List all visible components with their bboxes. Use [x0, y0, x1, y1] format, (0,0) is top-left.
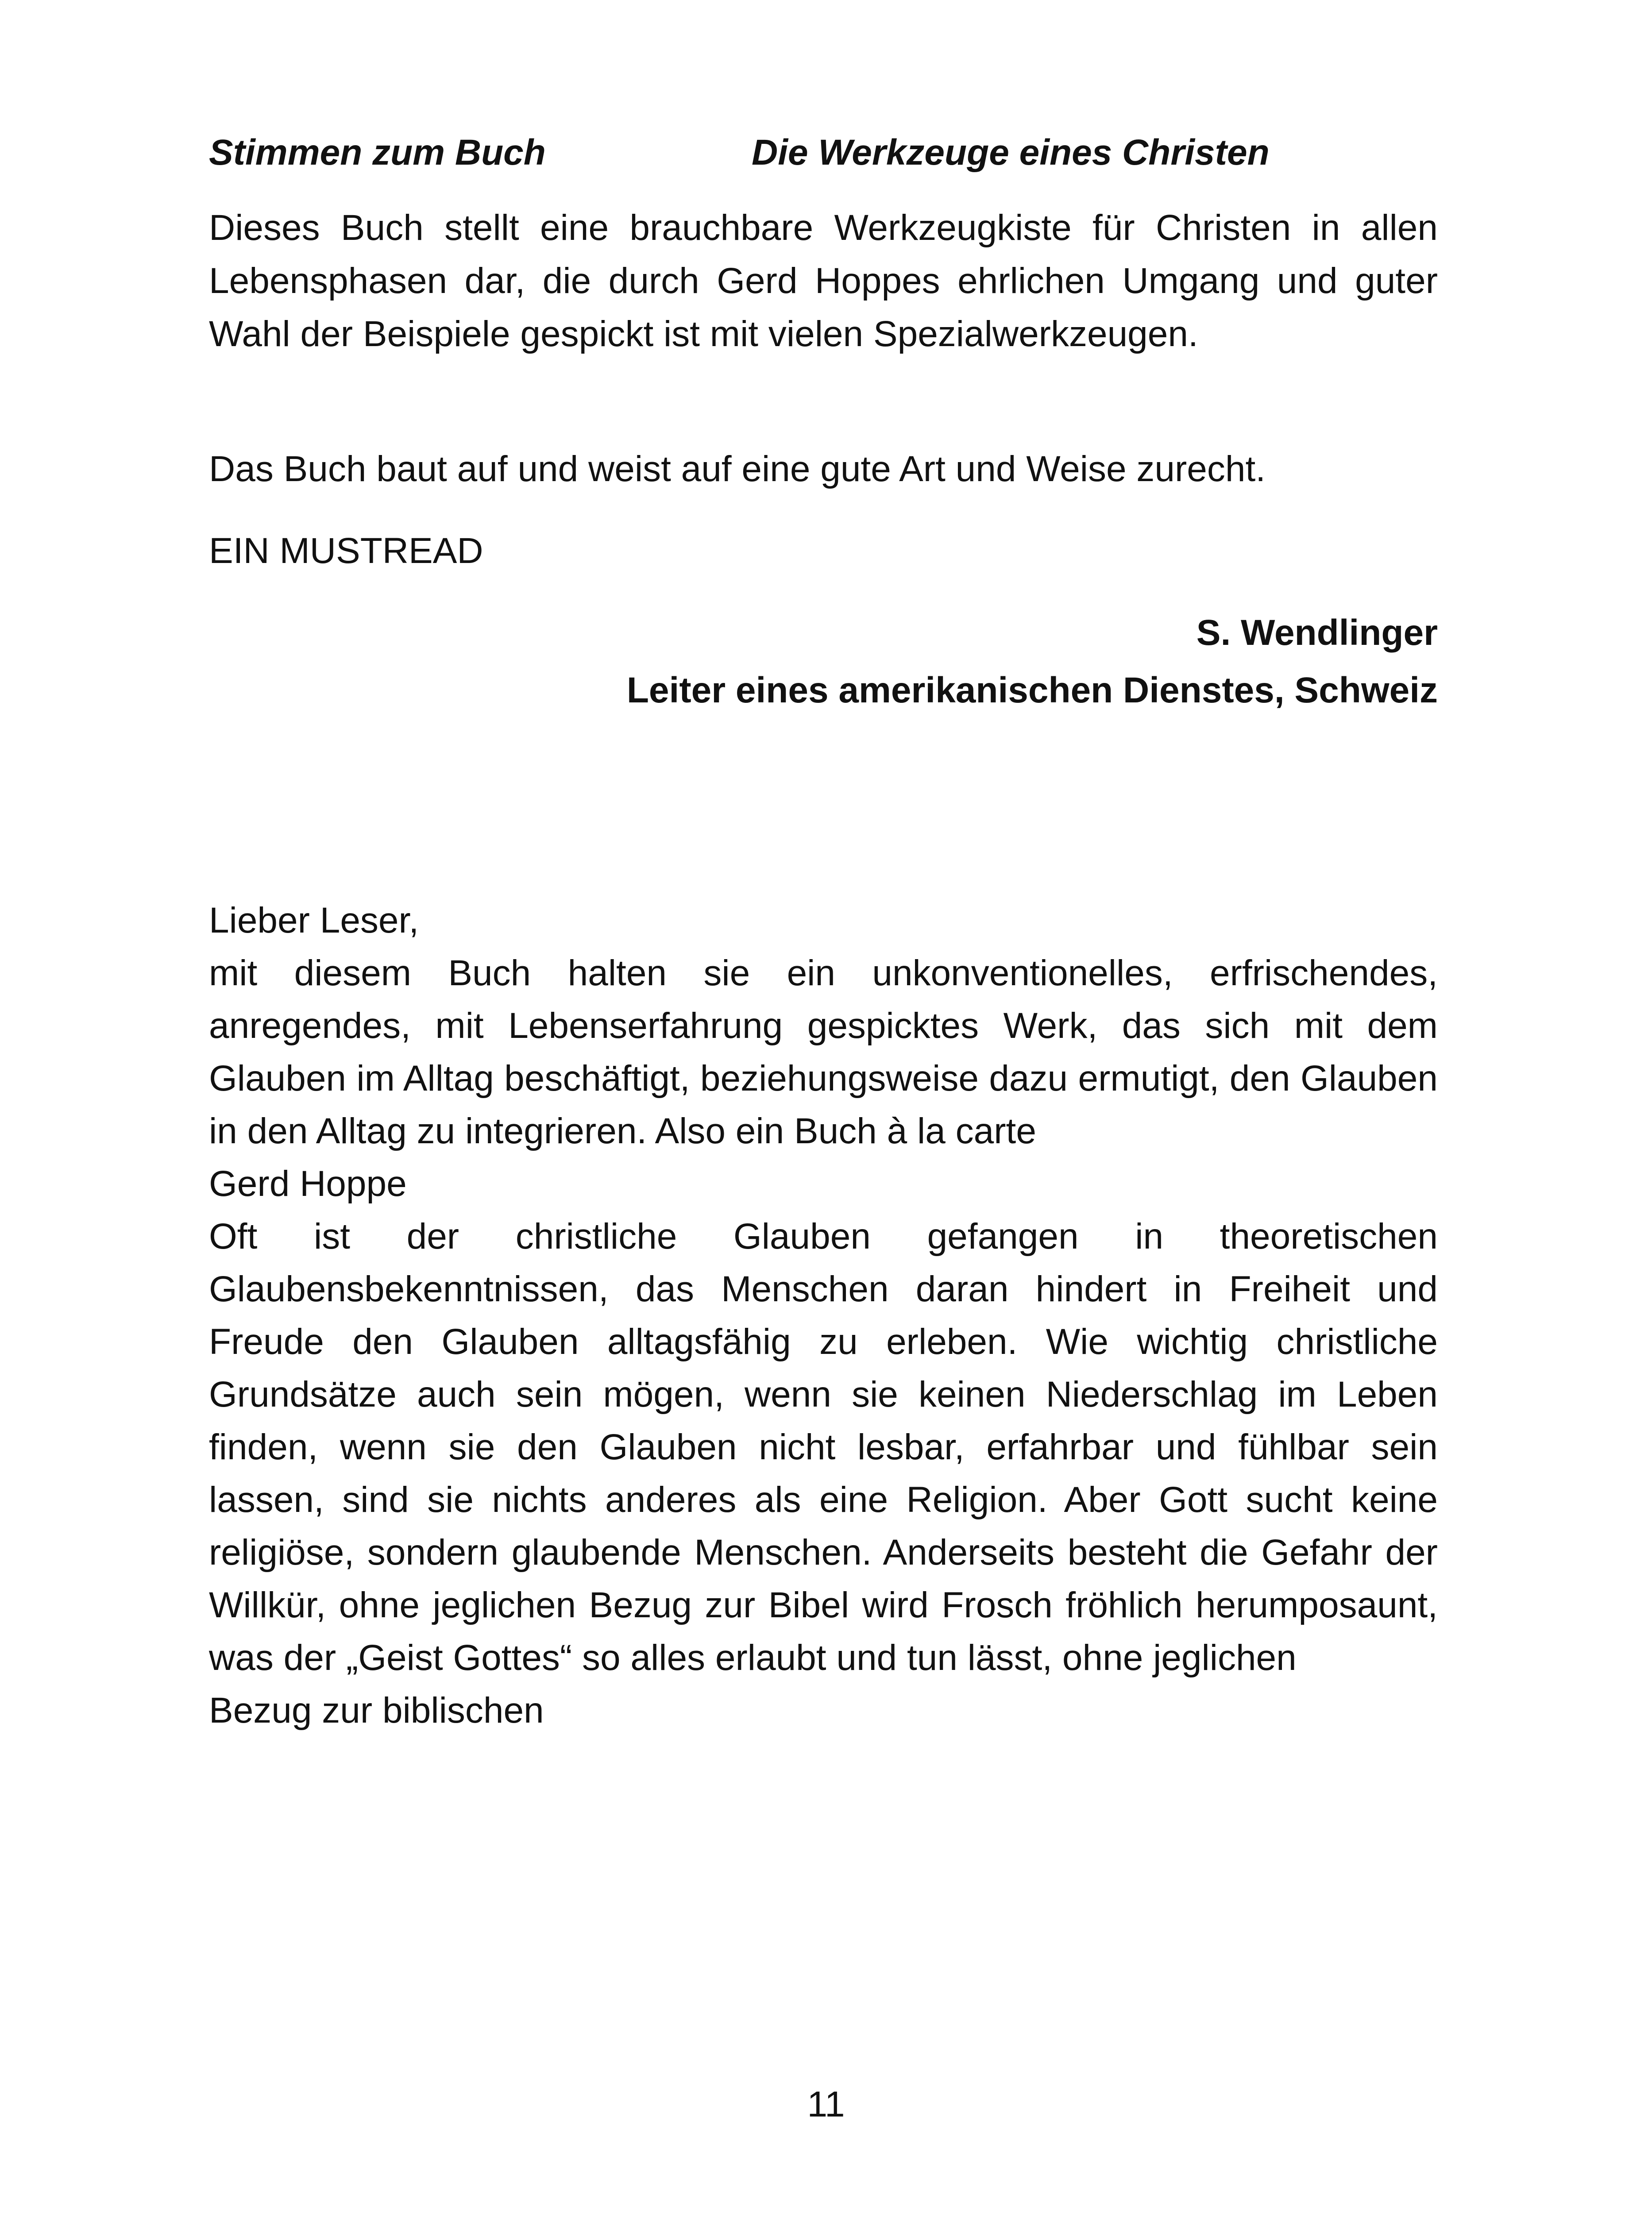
review-paragraph-2: Das Buch baut auf und weist auf eine gute Art und Weise zurecht.: [209, 449, 1266, 489]
review-paragraph-1-block: [209, 201, 1438, 361]
letter-paragraph-2: Oft ist der christliche Glauben gefangen in theoretischen Glaubensbekenntnissen, das Menschen daran hindert in Freiheit und Freude den Glauben alltagsfähig zu erleben. Wie wichtig christliche Grundsätze auch sein mögen, wenn sie keinen Niederschlag im Leben finden, wenn sie den Glauben nicht lesbar, erfahrbar und fühlbar sein lassen, sind sie nichts anderes als eine Religion. Aber Gott sucht keine religiöse, sondern glaubende Menschen. Anderseits besteht die Gefahr der Willkür, ohne jeglichen Bezug zur Bibel wird Frosch fröhlich herumposaunt, was der „Geist Gottes“ so alles erlaubt und tun lässt, ohne jeglichen: [209, 1216, 1438, 1678]
review-paragraph-3-block: [209, 524, 1438, 578]
running-head-book-title: Die Werkzeuge eines Christen: [752, 132, 1270, 173]
signature-name: S. Wendlinger: [1196, 613, 1438, 653]
review-signature: [209, 604, 1438, 719]
signature-role: Leiter eines amerikanischen Dienstes, Schweiz: [626, 670, 1438, 710]
review-paragraph-1: Dieses Buch stellt eine brauchbare Werkzeugkiste für Christen in allen Lebensphasen dar, die durch Gerd Hoppes ehrlichen Umgang und guter Wahl der Beispiele gespickt ist mit vielen Spezialwerkzeugen.: [209, 208, 1438, 354]
letter-paragraph-1: mit diesem Buch halten sie ein unkonventionelles, erfrischendes, anregendes, mit Lebenserfahrung gespicktes Werk, das sich mit dem Glauben im Alltag beschäftigt, beziehungsweise dazu ermutigt, den Glauben in den Alltag zu integrieren. Also ein Buch à la carte: [209, 953, 1438, 1151]
review-paragraph-2-block: [209, 443, 1438, 496]
letter-paragraph-3: Bezug zur biblischen: [209, 1690, 544, 1731]
page-number: 11: [807, 2084, 845, 2124]
review-paragraph-3: EIN MUSTREAD: [209, 531, 483, 571]
letter-salutation: Lieber Leser,: [209, 900, 419, 941]
letter: [209, 894, 1438, 1737]
running-head: [209, 128, 1438, 177]
running-head-section: Stimmen zum Buch: [209, 132, 546, 173]
letter-author-line: Gerd Hoppe: [209, 1164, 407, 1204]
